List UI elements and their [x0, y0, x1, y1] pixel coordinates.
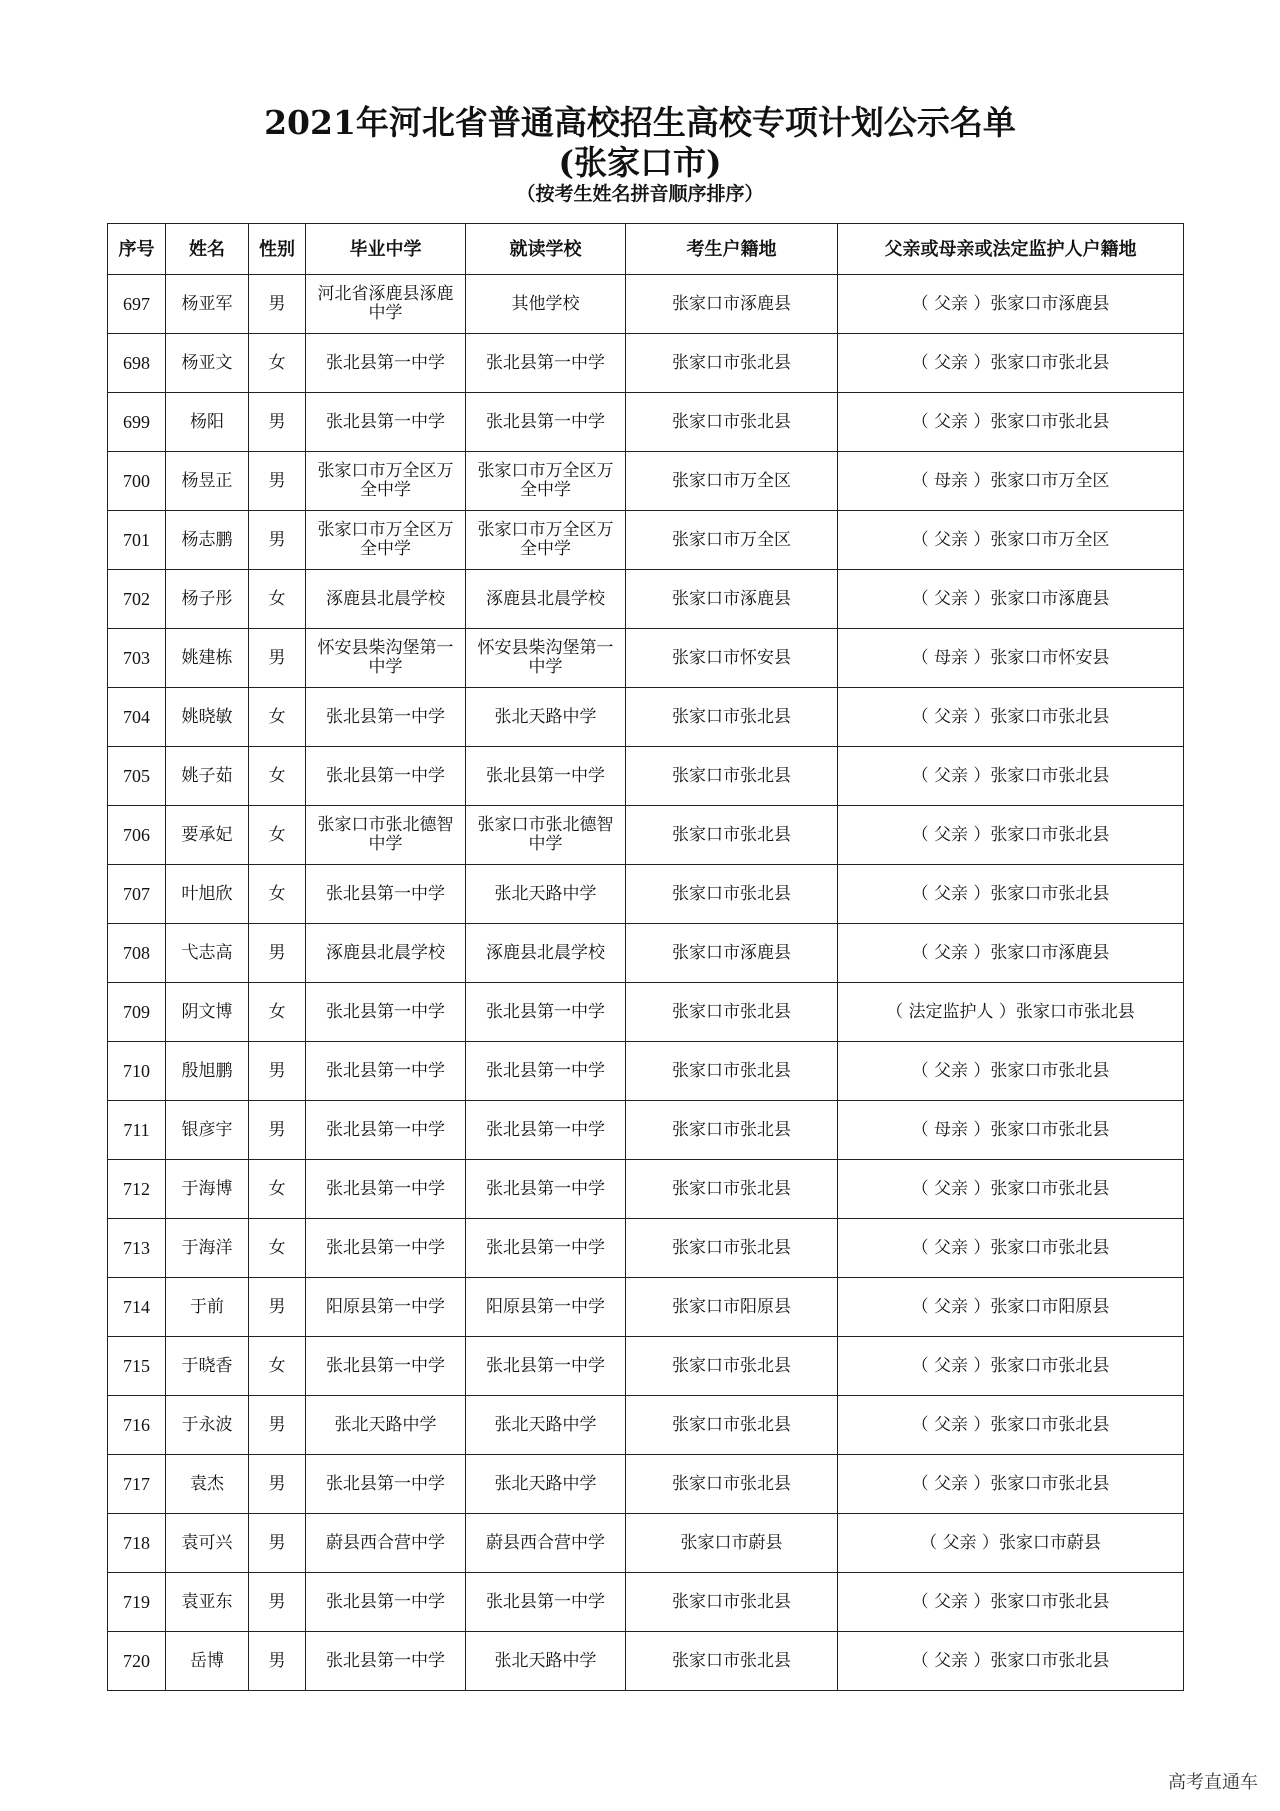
cell-gender: 男 — [249, 629, 306, 688]
column-header-name: 姓名 — [166, 224, 249, 275]
cell-graduated-school: 涿鹿县北晨学校 — [306, 924, 466, 983]
cell-graduated-school: 张北县第一中学 — [306, 1573, 466, 1632]
cell-current-school: 张北天路中学 — [466, 1396, 626, 1455]
cell-guardian-hukou: （ 父亲 ）张家口市张北县 — [838, 334, 1184, 393]
cell-current-school: 阳原县第一中学 — [466, 1278, 626, 1337]
cell-hukou: 张家口市张北县 — [626, 1042, 838, 1101]
cell-name: 杨昱正 — [166, 452, 249, 511]
cell-hukou: 张家口市万全区 — [626, 452, 838, 511]
cell-guardian-hukou: （ 父亲 ）张家口市涿鹿县 — [838, 570, 1184, 629]
cell-guardian-hukou: （ 父亲 ）张家口市张北县 — [838, 1160, 1184, 1219]
cell-current-school: 张北县第一中学 — [466, 334, 626, 393]
cell-guardian-hukou: （ 法定监护人 ）张家口市张北县 — [838, 983, 1184, 1042]
cell-index: 711 — [108, 1101, 166, 1160]
table-row — [108, 334, 1184, 393]
cell-index: 712 — [108, 1160, 166, 1219]
cell-hukou: 张家口市蔚县 — [626, 1514, 838, 1573]
column-header-guardian-hukou: 父亲或母亲或法定监护人户籍地 — [838, 224, 1184, 275]
cell-index: 699 — [108, 393, 166, 452]
cell-current-school: 蔚县西合营中学 — [466, 1514, 626, 1573]
cell-guardian-hukou: （ 父亲 ）张家口市万全区 — [838, 511, 1184, 570]
cell-hukou: 张家口市张北县 — [626, 1573, 838, 1632]
sort-note: （按考生姓名拼音顺序排序） — [516, 183, 764, 205]
cell-name: 叶旭欣 — [166, 865, 249, 924]
cell-index: 700 — [108, 452, 166, 511]
table-row — [108, 983, 1184, 1042]
cell-gender: 男 — [249, 1042, 306, 1101]
cell-graduated-school: 河北省涿鹿县涿鹿中学 — [306, 275, 466, 334]
cell-current-school: 张北县第一中学 — [466, 1160, 626, 1219]
column-header-graduated-school: 毕业中学 — [306, 224, 466, 275]
cell-graduated-school: 张北县第一中学 — [306, 1337, 466, 1396]
cell-hukou: 张家口市张北县 — [626, 865, 838, 924]
cell-index: 719 — [108, 1573, 166, 1632]
table-row — [108, 1160, 1184, 1219]
column-header-hukou: 考生户籍地 — [626, 224, 838, 275]
cell-index: 698 — [108, 334, 166, 393]
table-row — [108, 1514, 1184, 1573]
cell-hukou: 张家口市张北县 — [626, 688, 838, 747]
cell-current-school: 张北县第一中学 — [466, 983, 626, 1042]
cell-name: 于海洋 — [166, 1219, 249, 1278]
cell-index: 703 — [108, 629, 166, 688]
table-row — [108, 747, 1184, 806]
cell-hukou: 张家口市张北县 — [626, 1455, 838, 1514]
cell-index: 717 — [108, 1455, 166, 1514]
cell-name: 杨亚文 — [166, 334, 249, 393]
table-row — [108, 1101, 1184, 1160]
cell-hukou: 张家口市涿鹿县 — [626, 570, 838, 629]
cell-current-school: 张家口市张北德智中学 — [466, 806, 626, 865]
cell-name: 姚建栋 — [166, 629, 249, 688]
document-title: 2021年河北省普通高校招生高校专项计划公示名单 — [264, 103, 1016, 142]
cell-name: 于海博 — [166, 1160, 249, 1219]
cell-gender: 男 — [249, 393, 306, 452]
cell-guardian-hukou: （ 母亲 ）张家口市万全区 — [838, 452, 1184, 511]
cell-graduated-school: 阳原县第一中学 — [306, 1278, 466, 1337]
cell-hukou: 张家口市张北县 — [626, 334, 838, 393]
cell-guardian-hukou: （ 父亲 ）张家口市张北县 — [838, 747, 1184, 806]
document-subtitle: (张家口市) — [558, 143, 722, 182]
cell-name: 姚晓敏 — [166, 688, 249, 747]
table-row — [108, 924, 1184, 983]
cell-index: 704 — [108, 688, 166, 747]
cell-current-school: 张北天路中学 — [466, 688, 626, 747]
cell-current-school: 其他学校 — [466, 275, 626, 334]
cell-name: 弋志高 — [166, 924, 249, 983]
cell-current-school: 涿鹿县北晨学校 — [466, 924, 626, 983]
table-row — [108, 452, 1184, 511]
cell-gender: 男 — [249, 924, 306, 983]
cell-guardian-hukou: （ 父亲 ）张家口市张北县 — [838, 1573, 1184, 1632]
cell-hukou: 张家口市怀安县 — [626, 629, 838, 688]
cell-current-school: 张北天路中学 — [466, 1632, 626, 1691]
cell-hukou: 张家口市张北县 — [626, 1337, 838, 1396]
cell-name: 岳博 — [166, 1632, 249, 1691]
cell-gender: 男 — [249, 1573, 306, 1632]
cell-gender: 女 — [249, 334, 306, 393]
table-body — [108, 275, 1184, 1691]
cell-index: 702 — [108, 570, 166, 629]
cell-gender: 男 — [249, 1632, 306, 1691]
column-header-current-school: 就读学校 — [466, 224, 626, 275]
cell-current-school: 张北县第一中学 — [466, 1042, 626, 1101]
table-row — [108, 1337, 1184, 1396]
cell-hukou: 张家口市阳原县 — [626, 1278, 838, 1337]
cell-graduated-school: 张北县第一中学 — [306, 393, 466, 452]
cell-guardian-hukou: （ 父亲 ）张家口市张北县 — [838, 1337, 1184, 1396]
cell-hukou: 张家口市张北县 — [626, 983, 838, 1042]
cell-graduated-school: 张北县第一中学 — [306, 688, 466, 747]
cell-graduated-school: 张北县第一中学 — [306, 747, 466, 806]
table-row — [108, 570, 1184, 629]
cell-current-school: 张北县第一中学 — [466, 1219, 626, 1278]
cell-gender: 女 — [249, 865, 306, 924]
watermark: 高考直通车 — [1168, 1772, 1258, 1793]
cell-gender: 女 — [249, 747, 306, 806]
table-row — [108, 629, 1184, 688]
table-row — [108, 511, 1184, 570]
cell-name: 银彦宇 — [166, 1101, 249, 1160]
cell-current-school: 张北县第一中学 — [466, 1573, 626, 1632]
cell-current-school: 怀安县柴沟堡第一中学 — [466, 629, 626, 688]
table-header-row — [108, 224, 1184, 275]
table-row — [108, 865, 1184, 924]
column-header-index: 序号 — [108, 224, 166, 275]
table-row — [108, 393, 1184, 452]
cell-index: 718 — [108, 1514, 166, 1573]
cell-current-school: 涿鹿县北晨学校 — [466, 570, 626, 629]
cell-gender: 男 — [249, 1101, 306, 1160]
cell-graduated-school: 张北县第一中学 — [306, 865, 466, 924]
cell-guardian-hukou: （ 父亲 ）张家口市阳原县 — [838, 1278, 1184, 1337]
cell-gender: 男 — [249, 1455, 306, 1514]
column-header-gender: 性别 — [249, 224, 306, 275]
cell-index: 706 — [108, 806, 166, 865]
cell-gender: 女 — [249, 570, 306, 629]
cell-hukou: 张家口市张北县 — [626, 806, 838, 865]
cell-hukou: 张家口市张北县 — [626, 1101, 838, 1160]
cell-index: 713 — [108, 1219, 166, 1278]
cell-index: 715 — [108, 1337, 166, 1396]
table-row — [108, 1455, 1184, 1514]
cell-index: 709 — [108, 983, 166, 1042]
cell-guardian-hukou: （ 父亲 ）张家口市涿鹿县 — [838, 924, 1184, 983]
cell-guardian-hukou: （ 父亲 ）张家口市张北县 — [838, 1632, 1184, 1691]
cell-index: 701 — [108, 511, 166, 570]
cell-current-school: 张北县第一中学 — [466, 1337, 626, 1396]
cell-graduated-school: 张家口市张北德智中学 — [306, 806, 466, 865]
cell-index: 705 — [108, 747, 166, 806]
cell-graduated-school: 张北县第一中学 — [306, 1042, 466, 1101]
cell-graduated-school: 张北县第一中学 — [306, 1160, 466, 1219]
cell-guardian-hukou: （ 父亲 ）张家口市张北县 — [838, 688, 1184, 747]
cell-graduated-school: 张北县第一中学 — [306, 334, 466, 393]
table-row — [108, 1219, 1184, 1278]
cell-name: 袁可兴 — [166, 1514, 249, 1573]
cell-current-school: 张北县第一中学 — [466, 747, 626, 806]
cell-name: 于永波 — [166, 1396, 249, 1455]
cell-guardian-hukou: （ 母亲 ）张家口市张北县 — [838, 1101, 1184, 1160]
cell-current-school: 张北县第一中学 — [466, 1101, 626, 1160]
cell-guardian-hukou: （ 父亲 ）张家口市涿鹿县 — [838, 275, 1184, 334]
cell-guardian-hukou: （ 父亲 ）张家口市张北县 — [838, 393, 1184, 452]
cell-graduated-school: 张北县第一中学 — [306, 983, 466, 1042]
cell-hukou: 张家口市涿鹿县 — [626, 924, 838, 983]
cell-guardian-hukou: （ 父亲 ）张家口市张北县 — [838, 806, 1184, 865]
table-row — [108, 806, 1184, 865]
cell-gender: 女 — [249, 806, 306, 865]
cell-hukou: 张家口市张北县 — [626, 1632, 838, 1691]
cell-current-school: 张北天路中学 — [466, 1455, 626, 1514]
cell-index: 716 — [108, 1396, 166, 1455]
cell-gender: 男 — [249, 275, 306, 334]
cell-guardian-hukou: （ 父亲 ）张家口市张北县 — [838, 1396, 1184, 1455]
cell-name: 杨亚军 — [166, 275, 249, 334]
cell-current-school: 张北县第一中学 — [466, 393, 626, 452]
cell-gender: 男 — [249, 1396, 306, 1455]
table-row — [108, 1396, 1184, 1455]
cell-guardian-hukou: （ 父亲 ）张家口市张北县 — [838, 1455, 1184, 1514]
cell-hukou: 张家口市张北县 — [626, 1396, 838, 1455]
cell-gender: 男 — [249, 452, 306, 511]
cell-guardian-hukou: （ 父亲 ）张家口市蔚县 — [838, 1514, 1184, 1573]
cell-graduated-school: 张北天路中学 — [306, 1396, 466, 1455]
cell-gender: 男 — [249, 1514, 306, 1573]
cell-hukou: 张家口市张北县 — [626, 393, 838, 452]
cell-guardian-hukou: （ 父亲 ）张家口市张北县 — [838, 865, 1184, 924]
cell-guardian-hukou: （ 父亲 ）张家口市张北县 — [838, 1219, 1184, 1278]
cell-guardian-hukou: （ 母亲 ）张家口市怀安县 — [838, 629, 1184, 688]
cell-name: 殷旭鹏 — [166, 1042, 249, 1101]
table-row — [108, 688, 1184, 747]
cell-hukou: 张家口市张北县 — [626, 747, 838, 806]
cell-graduated-school: 张家口市万全区万全中学 — [306, 452, 466, 511]
cell-graduated-school: 张北县第一中学 — [306, 1455, 466, 1514]
cell-current-school: 张家口市万全区万全中学 — [466, 452, 626, 511]
cell-gender: 女 — [249, 688, 306, 747]
cell-index: 720 — [108, 1632, 166, 1691]
cell-name: 于晓香 — [166, 1337, 249, 1396]
cell-graduated-school: 张北县第一中学 — [306, 1101, 466, 1160]
cell-graduated-school: 张北县第一中学 — [306, 1219, 466, 1278]
cell-current-school: 张家口市万全区万全中学 — [466, 511, 626, 570]
cell-name: 阴文博 — [166, 983, 249, 1042]
table-row — [108, 1632, 1184, 1691]
cell-index: 710 — [108, 1042, 166, 1101]
cell-name: 杨子彤 — [166, 570, 249, 629]
cell-index: 697 — [108, 275, 166, 334]
table-row — [108, 1278, 1184, 1337]
cell-index: 707 — [108, 865, 166, 924]
cell-gender: 女 — [249, 1219, 306, 1278]
cell-name: 袁杰 — [166, 1455, 249, 1514]
cell-name: 杨阳 — [166, 393, 249, 452]
cell-graduated-school: 张家口市万全区万全中学 — [306, 511, 466, 570]
cell-graduated-school: 怀安县柴沟堡第一中学 — [306, 629, 466, 688]
cell-hukou: 张家口市张北县 — [626, 1219, 838, 1278]
cell-hukou: 张家口市万全区 — [626, 511, 838, 570]
cell-gender: 女 — [249, 1337, 306, 1396]
cell-name: 于前 — [166, 1278, 249, 1337]
cell-guardian-hukou: （ 父亲 ）张家口市张北县 — [838, 1042, 1184, 1101]
table-row — [108, 275, 1184, 334]
cell-gender: 男 — [249, 1278, 306, 1337]
cell-name: 杨志鹏 — [166, 511, 249, 570]
cell-name: 要承妃 — [166, 806, 249, 865]
cell-graduated-school: 张北县第一中学 — [306, 1632, 466, 1691]
cell-gender: 男 — [249, 511, 306, 570]
cell-name: 袁亚东 — [166, 1573, 249, 1632]
cell-hukou: 张家口市张北县 — [626, 1160, 838, 1219]
table-row — [108, 1573, 1184, 1632]
cell-current-school: 张北天路中学 — [466, 865, 626, 924]
cell-index: 708 — [108, 924, 166, 983]
table-row — [108, 1042, 1184, 1101]
cell-hukou: 张家口市涿鹿县 — [626, 275, 838, 334]
cell-graduated-school: 涿鹿县北晨学校 — [306, 570, 466, 629]
cell-index: 714 — [108, 1278, 166, 1337]
cell-gender: 女 — [249, 1160, 306, 1219]
cell-graduated-school: 蔚县西合营中学 — [306, 1514, 466, 1573]
cell-name: 姚子茹 — [166, 747, 249, 806]
cell-gender: 女 — [249, 983, 306, 1042]
roster-table — [107, 223, 1184, 1691]
